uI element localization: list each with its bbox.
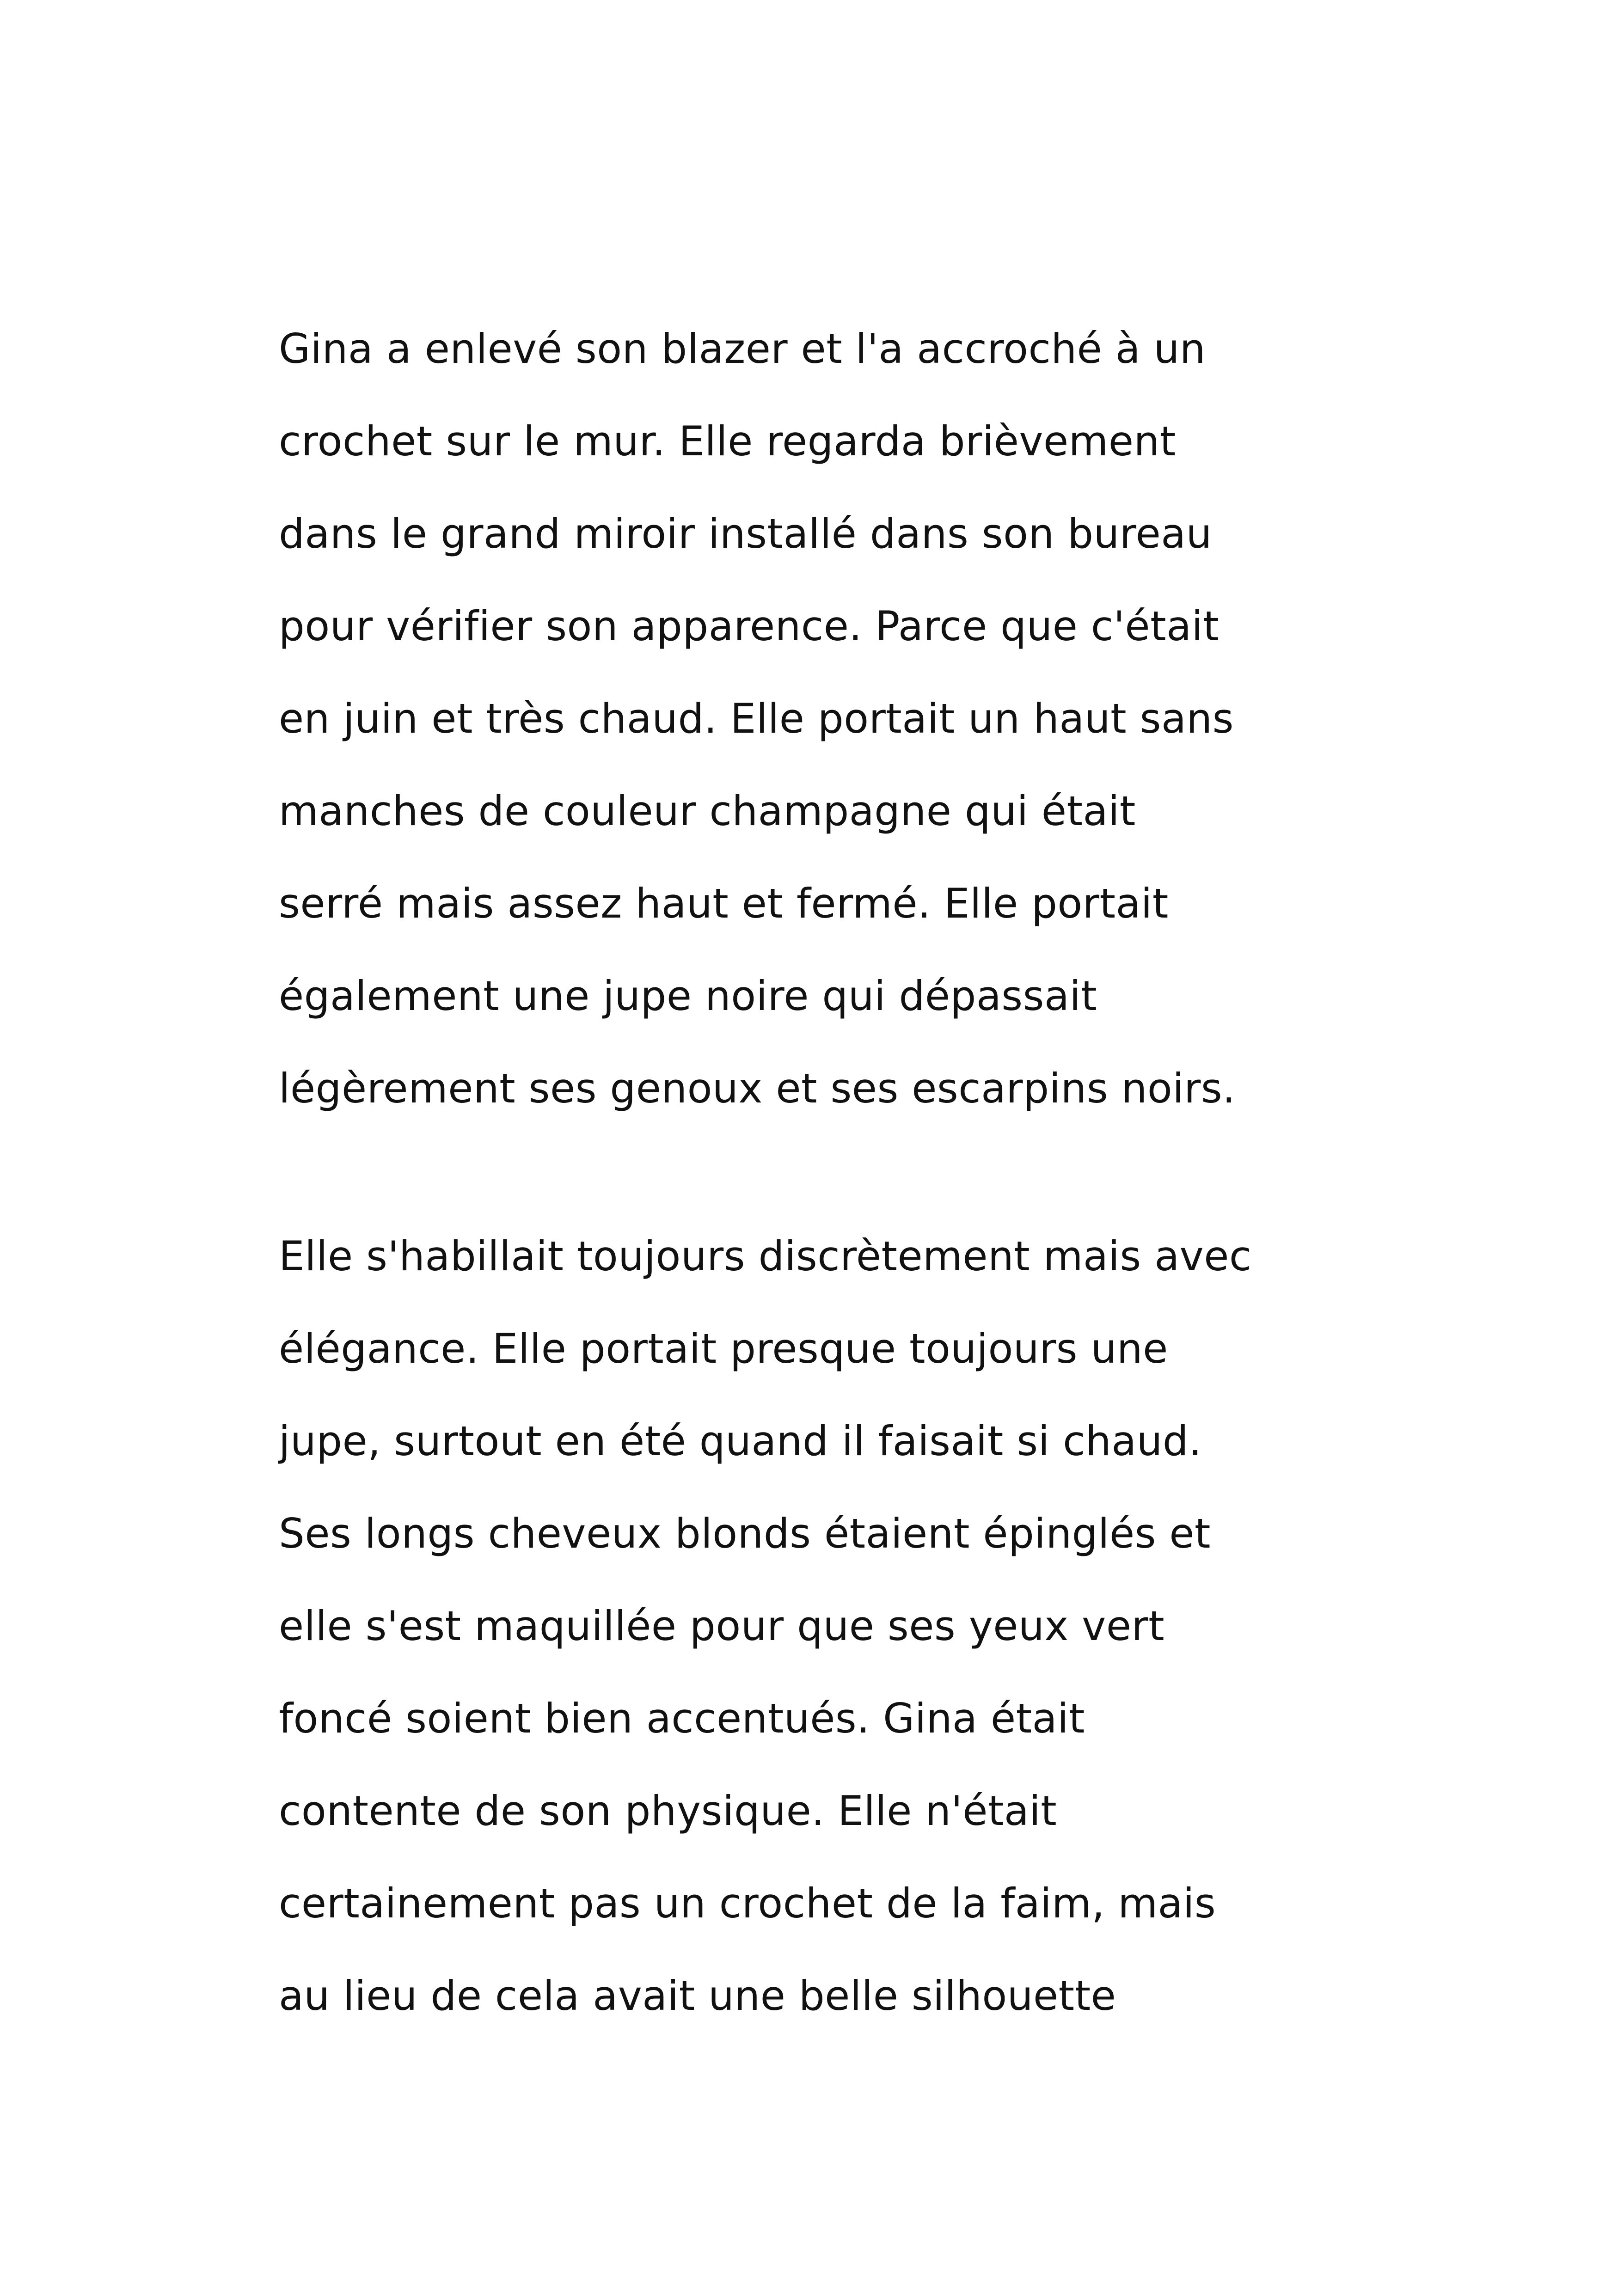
text-line: elle s'est maquillée pour que ses yeux vert [279, 1602, 1165, 1650]
text-line: serré mais assez haut et fermé. Elle portait [279, 880, 1169, 927]
text-line: Gina a enlevé son blazer et l'a accroché à un [279, 325, 1206, 373]
paragraph-2 [279, 1210, 1379, 2042]
text-line: jupe, surtout en été quand il faisait si chaud. [279, 1417, 1202, 1465]
paragraph-1 [279, 303, 1379, 1135]
text-line: au lieu de cela avait une belle silhouette [279, 1972, 1116, 2020]
text-line: certainement pas un crochet de la faim, mais [279, 1880, 1216, 1927]
text-line: dans le grand miroir installé dans son bureau [279, 510, 1212, 557]
text-line: également une jupe noire qui dépassait [279, 972, 1097, 1020]
text-line: en juin et très chaud. Elle portait un haut sans [279, 695, 1234, 742]
text-line: Ses longs cheveux blonds étaient épinglés et [279, 1510, 1211, 1557]
text-line: foncé soient bien accentués. Gina était [279, 1695, 1085, 1742]
text-line: légèrement ses genoux et ses escarpins noirs. [279, 1065, 1236, 1112]
text-line: contente de son physique. Elle n'était [279, 1787, 1057, 1835]
text-line: Elle s'habillait toujours discrètement mais avec [279, 1232, 1252, 1280]
text-line: crochet sur le mur. Elle regarda brièvement [279, 417, 1176, 465]
text-line: manches de couleur champagne qui était [279, 787, 1136, 835]
text-line: pour vérifier son apparence. Parce que c'était [279, 602, 1220, 650]
text-line: élégance. Elle portait presque toujours une [279, 1325, 1168, 1372]
